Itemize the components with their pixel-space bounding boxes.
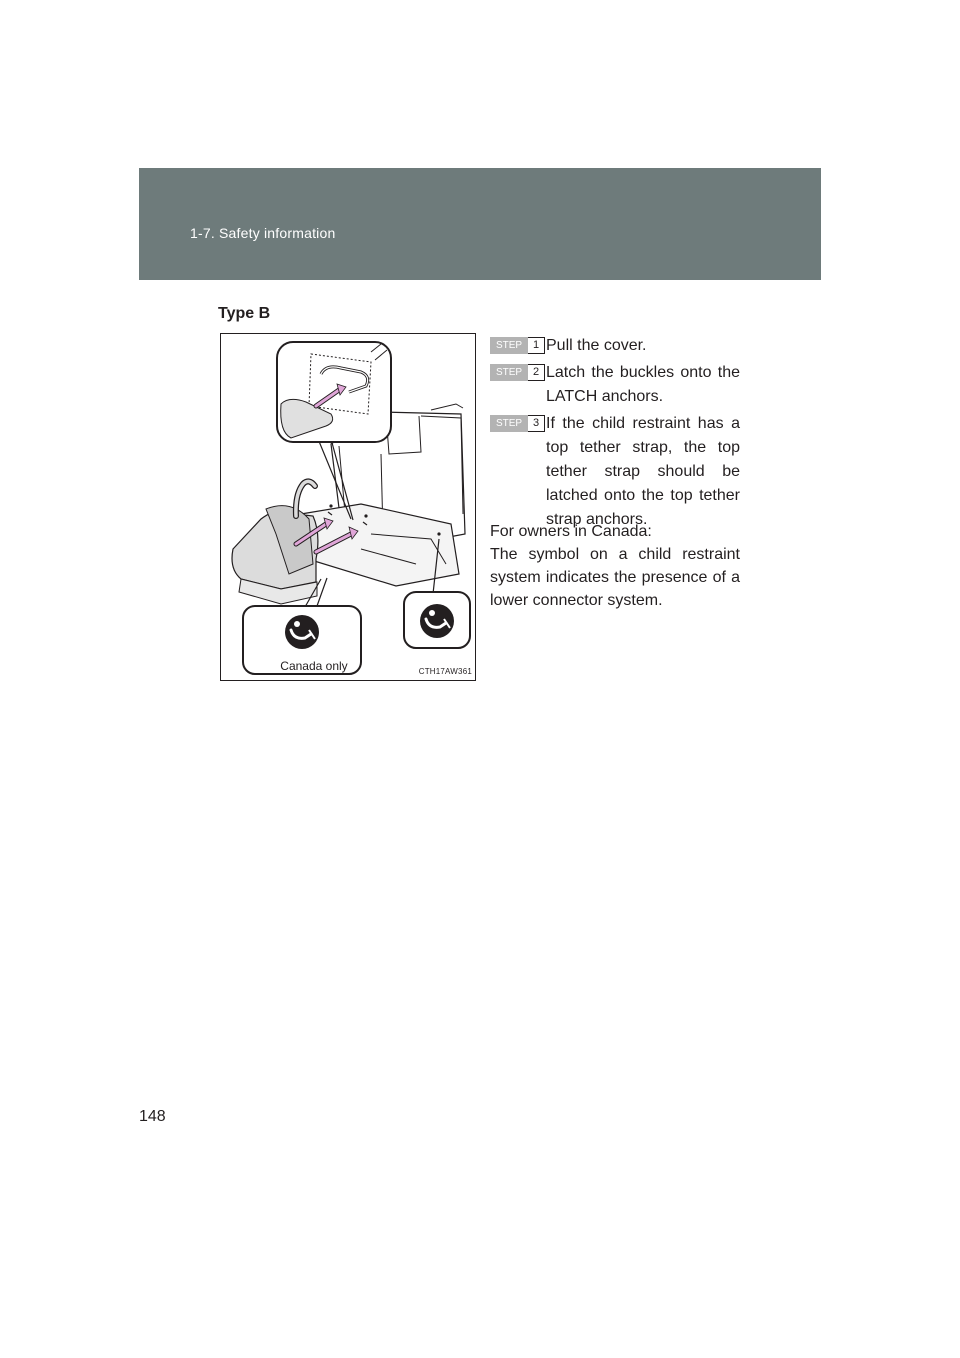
note-heading: For owners in Canada:	[490, 523, 652, 540]
step-2	[490, 361, 740, 409]
step-badge-number: 2	[528, 364, 545, 381]
page-number: 148	[139, 1108, 166, 1125]
child-seat-anchor-icon	[285, 615, 319, 649]
figure-child-restraint	[220, 333, 476, 681]
figure-code: CTH17AW361	[418, 667, 472, 676]
step-badge	[490, 364, 545, 381]
section-title: 1-7. Safety information	[190, 225, 336, 241]
header-band	[139, 168, 821, 280]
step-badge-number: 1	[528, 337, 545, 354]
step-badge	[490, 415, 545, 432]
step-text: Pull the cover.	[546, 337, 647, 354]
type-heading: Type B	[218, 305, 271, 322]
canada-note	[490, 520, 740, 612]
steps-list	[490, 334, 740, 535]
step-3	[490, 412, 740, 532]
step-badge-number: 3	[528, 415, 545, 432]
note-body: The symbol on a child restraint system indicates the presence of a lower connector system.	[490, 546, 740, 609]
step-badge-label: STEP	[490, 415, 528, 432]
step-text: If the child restraint has a top tether strap, the top tether strap should be latched onto the top tether strap anchors.	[546, 415, 740, 528]
child-seat-anchor-icon	[420, 604, 454, 638]
step-badge-label: STEP	[490, 337, 528, 354]
step-badge	[490, 337, 545, 354]
canada-only-label: Canada only	[280, 659, 348, 673]
step-badge-label: STEP	[490, 364, 528, 381]
step-1	[490, 334, 740, 358]
figure-illustration	[221, 334, 476, 681]
step-text: Latch the buckles onto the LATCH anchors.	[546, 364, 740, 405]
